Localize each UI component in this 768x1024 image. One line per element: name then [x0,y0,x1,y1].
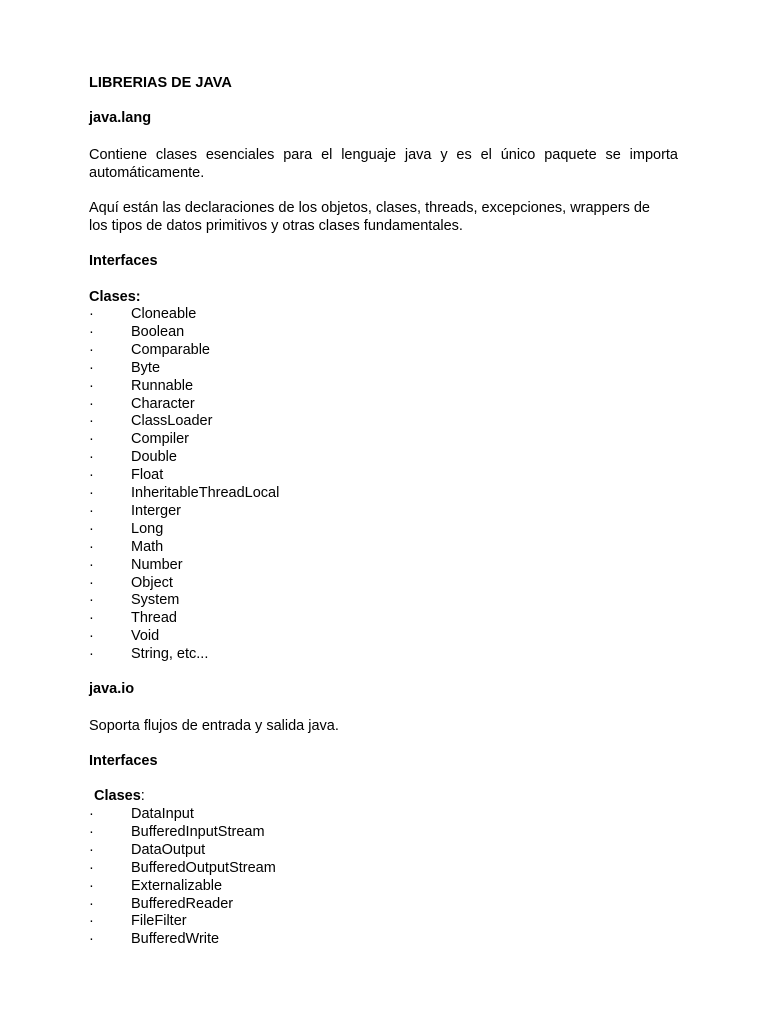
clases-heading-java-lang: Clases: [89,289,141,305]
list-item-label: Character [131,395,195,412]
bullet-mark: · [89,877,94,894]
paragraph-java-lang-details-line-1: Aquí están las declaraciones de los objetos, clases, threads, excepciones, wrappers de [89,200,650,216]
list-item-label: ClassLoader [131,413,213,430]
clases-heading-java-io [94,787,145,805]
list-item-label: BufferedWrite [131,931,220,948]
list-item-label: String, etc... [131,646,209,663]
bullet-mark: · [89,841,94,858]
section-heading-java-io: java.io [89,681,135,697]
list-item-label: Thread [131,610,177,627]
list-item-label: System [131,592,180,609]
bullet-mark: · [89,306,94,322]
list-item-label: DataInput [131,806,194,822]
list-item-label: Compiler [131,431,190,448]
list-item-label: BufferedReader [131,895,234,912]
bullet-mark: · [89,556,94,573]
list-item-label: Byte [131,359,161,376]
paragraph-java-io-description: Soporta flujos de entrada y salida java. [89,718,339,734]
list-item-label: Void [131,628,160,645]
list-item-label: Float [131,467,164,484]
list-item-label: Long [131,520,164,537]
clases-heading-java-io-colon: : [140,788,145,804]
list-item-label: Double [131,449,177,466]
bullet-mark: · [89,610,94,627]
list-item-label: Cloneable [131,306,197,322]
interfaces-heading-java-io: Interfaces [89,753,158,769]
bullet-mark: · [89,359,94,376]
bullet-mark: · [89,520,94,537]
bullet-mark: · [89,485,94,501]
bullet-mark: · [89,431,94,448]
bullet-mark: · [89,377,94,394]
bullet-mark: · [89,502,94,519]
paragraph-java-lang-details-line-2: los tipos de datos primitivos y otras clases fundamentales. [89,218,463,234]
bullet-mark: · [89,467,94,484]
section-heading-java-lang: java.lang [89,110,152,126]
clases-heading-java-io-label: Clases [94,788,141,804]
list-item-label: Number [131,556,183,573]
bullet-mark: · [89,859,94,876]
bullet-mark: · [89,628,94,645]
list-item-label: Math [131,538,164,555]
list-item-label: Interger [131,502,181,519]
bullet-mark: · [89,913,94,930]
list-item-label: BufferedOutputStream [131,859,276,876]
list-item-label: Comparable [131,341,210,358]
bullet-mark: · [89,895,94,912]
list-item-label: InheritableThreadLocal [131,485,280,501]
bullet-mark: · [89,823,94,840]
interfaces-heading-java-lang: Interfaces [89,253,158,269]
list-item-label: DataOutput [131,841,206,858]
bullet-mark: · [89,538,94,555]
bullet-mark: · [89,574,94,591]
bullet-mark: · [89,931,94,948]
bullet-mark: · [89,449,94,466]
bullet-mark: · [89,395,94,412]
list-item-label: Boolean [131,323,185,340]
paragraph-java-lang-description: Contiene clases esenciales para el lenguaje java y es el único paquete se importa automáticamente. [89,147,678,181]
bullet-mark: · [89,323,94,340]
bullet-mark: · [89,592,94,609]
bullet-mark: · [89,646,94,663]
list-item-label: Runnable [131,377,194,394]
bullet-mark: · [89,341,94,358]
list-item-label: Object [131,574,173,591]
list-item-label: FileFilter [131,913,187,930]
list-item-label: Externalizable [131,877,223,894]
list-item-label: BufferedInputStream [131,823,265,840]
bullet-mark: · [89,806,94,822]
document-title: LIBRERIAS DE JAVA [89,75,232,91]
bullet-mark: · [89,413,94,430]
